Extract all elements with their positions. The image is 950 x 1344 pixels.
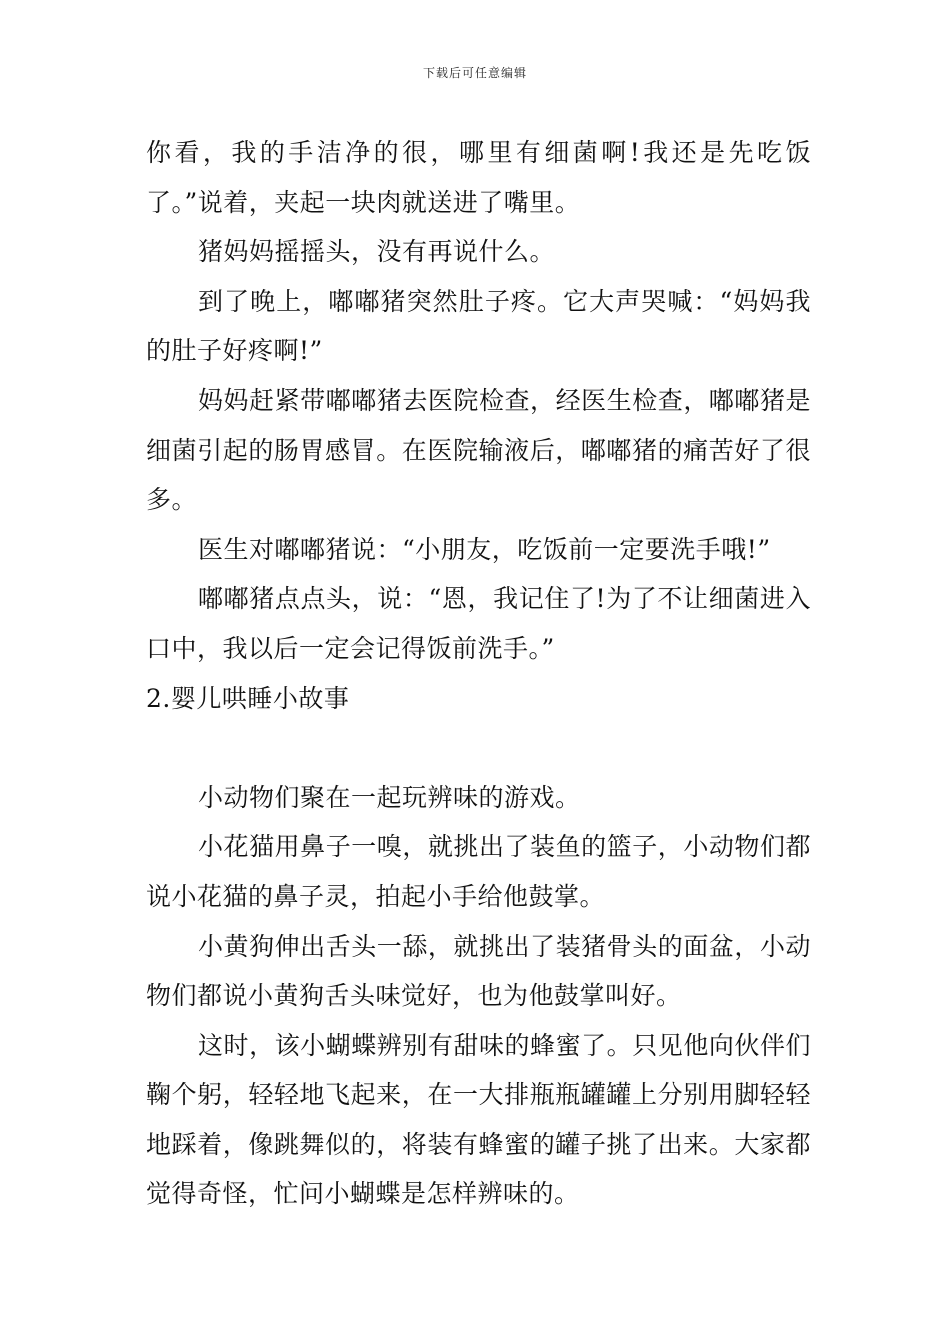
document-body [146, 128, 811, 1219]
paragraph: 嘟嘟猪点点头，说：“恩，我记住了!为了不让细菌进入口中，我以后一定会记得饭前洗手。” [146, 584, 811, 663]
paragraph: 到了晚上，嘟嘟猪突然肚子疼。它大声哭喊：“妈妈我的肚子好疼啊!” [146, 286, 811, 366]
paragraph: 妈妈赶紧带嘟嘟猪去医院检查，经医生检查，嘟嘟猪是细菌引起的肠胃感冒。在医院输液后，嘟嘟猪的痛苦好了很多。 [146, 385, 811, 515]
paragraph-continuation: 你看，我的手洁净的很，哪里有细菌啊!我还是先吃饭了。”说着，夹起一块肉就送进了嘴里。 [146, 138, 811, 217]
blank-line [146, 723, 811, 773]
paragraph: 小黄狗伸出舌头一舔，就挑出了装猪骨头的面盆，小动物们都说小黄狗舌头味觉好，也为他鼓掌叫好。 [146, 931, 811, 1011]
paragraph: 小动物们聚在一起玩辨味的游戏。 [198, 782, 581, 812]
section-title: 2.婴儿哄睡小故事 [146, 683, 350, 713]
paragraph: 这时，该小蝴蝶辨别有甜味的蜂蜜了。只见他向伙伴们鞠个躬，轻轻地飞起来，在一大排瓶瓶罐罐上分别用脚轻轻地踩着，像跳舞似的，将装有蜂蜜的罐子挑了出来。大家都觉得奇怪，忙问小蝴蝶是怎样辨味的。 [146, 1030, 811, 1209]
page-header: 下载后可任意编辑 [422, 66, 527, 80]
paragraph: 医生对嘟嘟猪说：“小朋友，吃饭前一定要洗手哦!” [198, 534, 771, 564]
paragraph: 小花猫用鼻子一嗅，就挑出了装鱼的篮子，小动物们都说小花猫的鼻子灵，拍起小手给他鼓掌。 [146, 832, 811, 911]
paragraph: 猪妈妈摇摇头，没有再说什么。 [198, 237, 556, 267]
